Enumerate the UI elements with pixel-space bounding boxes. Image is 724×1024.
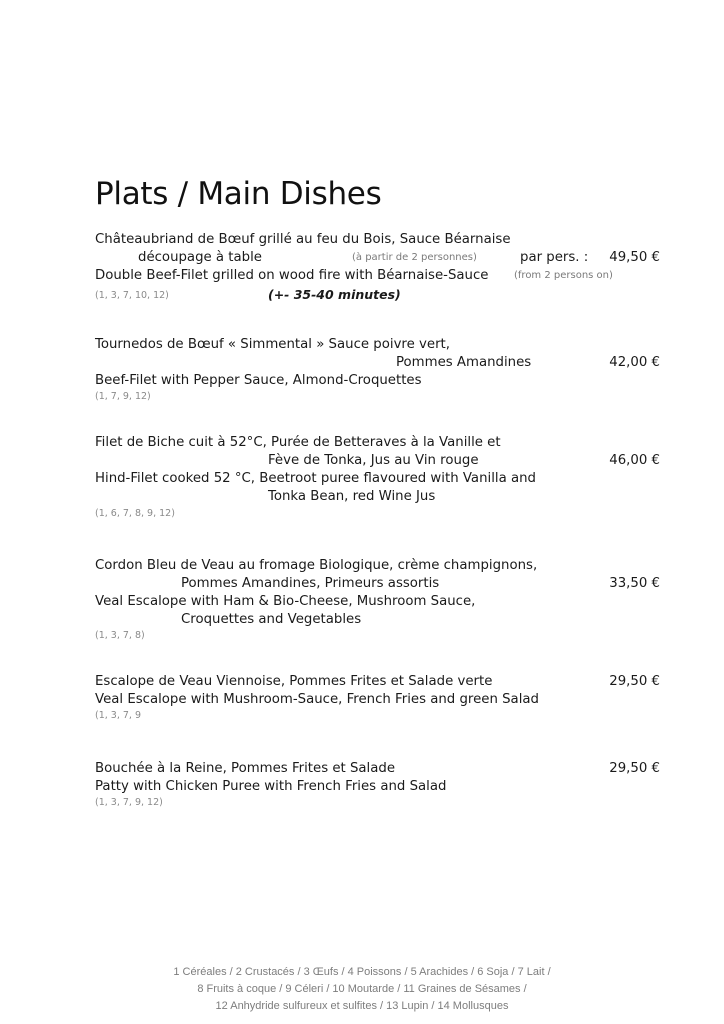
dish-detail-en: Tonka Bean, red Wine Jus bbox=[268, 489, 436, 504]
dish-name-en: Beef-Filet with Pepper Sauce, Almond-Croquettes bbox=[95, 373, 422, 388]
dish-name-en: Hind-Filet cooked 52 °C, Beetroot puree flavoured with Vanilla and bbox=[95, 471, 536, 486]
allergen-codes: (1, 3, 7, 9, 12) bbox=[95, 797, 163, 808]
allergen-legend-line: 8 Fruits à coque / 9 Céleri / 10 Moutarde / 11 Graines de Sésames / bbox=[197, 983, 527, 995]
dish-price: 46,00 € bbox=[609, 453, 660, 468]
allergen-legend-line: 12 Anhydride sulfureux et sulfites / 13 Lupin / 14 Mollusques bbox=[215, 1000, 509, 1012]
cooking-time: (+- 35-40 minutes) bbox=[268, 287, 401, 302]
allergen-codes: (1, 7, 9, 12) bbox=[95, 391, 151, 402]
dish-name-en: Double Beef-Filet grilled on wood fire with Béarnaise-Sauce bbox=[95, 268, 489, 283]
dish-price: 33,50 € bbox=[609, 576, 660, 591]
dish-name-fr: Châteaubriand de Bœuf grillé au feu du Bois, Sauce Béarnaise bbox=[95, 232, 511, 247]
dish-name-en: Veal Escalope with Ham & Bio-Cheese, Mushroom Sauce, bbox=[95, 594, 476, 609]
allergen-codes: (1, 3, 7, 10, 12) bbox=[95, 290, 169, 301]
dish-detail-fr: Fève de Tonka, Jus au Vin rouge bbox=[268, 453, 479, 468]
dish-name-fr: Cordon Bleu de Veau au fromage Biologique, crème champignons, bbox=[95, 558, 538, 573]
dish-name-fr: Escalope de Veau Viennoise, Pommes Frites et Salade verte bbox=[95, 674, 493, 689]
dish-name-en: Veal Escalope with Mushroom-Sauce, French Fries and green Salad bbox=[95, 692, 539, 707]
dish-note-en: (from 2 persons on) bbox=[514, 270, 613, 281]
dish-detail-fr: Pommes Amandines bbox=[396, 355, 532, 370]
allergen-codes: (1, 6, 7, 8, 9, 12) bbox=[95, 508, 175, 519]
dish-note-fr: (à partir de 2 personnes) bbox=[352, 252, 477, 263]
dish-price: 49,50 € bbox=[609, 250, 660, 265]
dish-price: 29,50 € bbox=[609, 761, 660, 776]
dish-detail-fr: Pommes Amandines, Primeurs assortis bbox=[181, 576, 440, 591]
dish-name-fr: Tournedos de Bœuf « Simmental » Sauce poivre vert, bbox=[95, 337, 450, 352]
dish-name-fr: Bouchée à la Reine, Pommes Frites et Salade bbox=[95, 761, 396, 776]
dish-price: 29,50 € bbox=[609, 674, 660, 689]
per-person-label: par pers. : bbox=[520, 250, 589, 265]
dish-price: 42,00 € bbox=[609, 355, 660, 370]
dish-name-fr: Filet de Biche cuit à 52°C, Purée de Betteraves à la Vanille et bbox=[95, 435, 501, 450]
dish-name-en: Patty with Chicken Puree with French Fries and Salad bbox=[95, 779, 447, 794]
dish-detail-fr: découpage à table bbox=[138, 250, 262, 265]
allergen-codes: (1, 3, 7, 9 bbox=[95, 710, 142, 721]
page-title: Plats / Main Dishes bbox=[95, 176, 382, 212]
allergen-legend-line: 1 Céréales / 2 Crustacés / 3 Œufs / 4 Poissons / 5 Arachides / 6 Soja / 7 Lait / bbox=[173, 966, 551, 978]
allergen-codes: (1, 3, 7, 8) bbox=[95, 630, 145, 641]
dish-detail-en: Croquettes and Vegetables bbox=[181, 612, 362, 627]
